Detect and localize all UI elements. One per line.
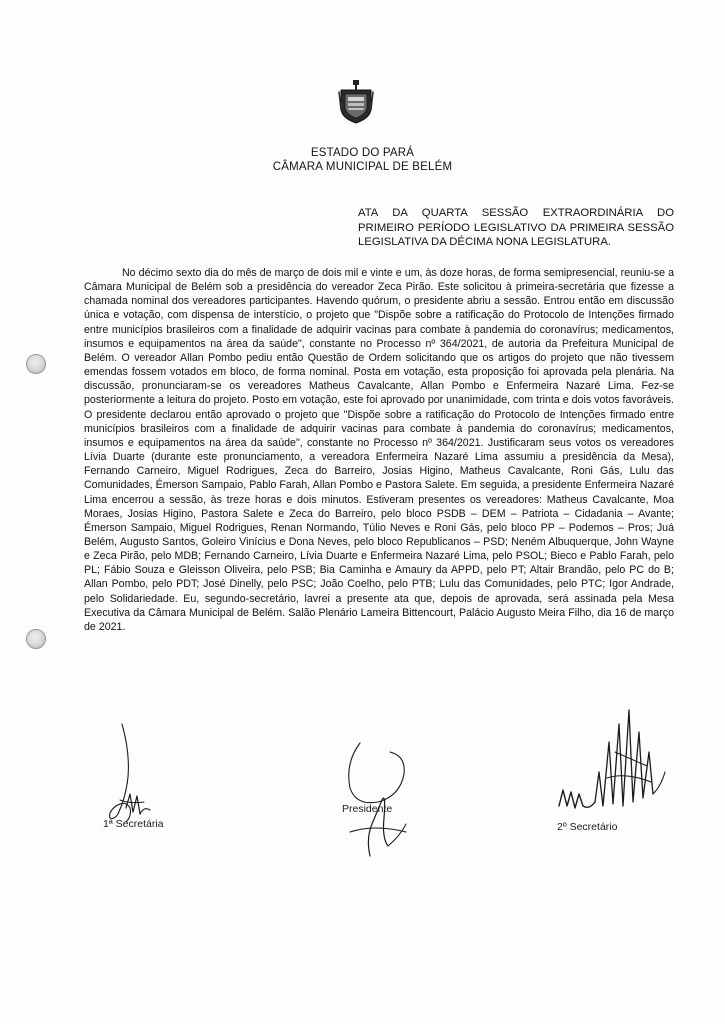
binder-hole-bottom <box>26 629 46 649</box>
first-secretary-signature <box>100 722 170 832</box>
first-secretary-label: 1ª Secretária <box>103 818 164 830</box>
second-secretary-signature <box>555 702 675 822</box>
binder-hole-top <box>26 354 46 374</box>
minutes-body: No décimo sexto dia do mês de março de dois mil e vinte e um, às doze horas, de forma semipresencial, reuniu-se a Câmara Municipal de Belém sob a presidência do vereador Zeca Pirão. Este solicitou à primeira-secretária que fizesse a chamada nominal dos vereadores participantes. Havendo quórum, o presidente abriu a sessão. Entrou então em discussão única e votação, com dispensa de interstício, o projeto que "Dispõe sobre a ratificação do Protocolo de Intenções firmado entre municípios brasileiros com a finalidade de adquirir vacinas para combate à pandemia do coronavírus; medicamentos, insumos e equipamentos na área da saúde", constante no Processo nº 364/2021, de autoria da Prefeitura Municipal de Belém. O vereador Allan Pombo pediu então Questão de Ordem solicitando que os artigos do projeto que não tivessem emendas fossem votados em bloco, de forma nominal. Posta em votação, esta proposição foi aprovada pela plenária. Na discussão, pronunciaram-se os vereadores Matheus Cavalcante, Allan Pombo e Enfermeira Nazaré Lima. Fez-se posteriormente a leitura do projeto. Posto em votação, este foi aprovado por unanimidade, com trinta e dois votos favoráveis. O presidente declarou então aprovado o projeto que "Dispõe sobre a ratificação do Protocolo de Intenções firmado entre municípios brasileiros com a finalidade de adquirir vacinas para combate à pandemia do coronavírus; medicamentos, insumos e equipamentos na área da saúde", constante no Processo nº 364/2021. Justificaram seus votos os vereadores Lívia Duarte (durante este pronunciamento, a vereadora Enfermeira Nazaré Lima assumiu a presidência da Mesa), Fernando Carneiro, Miguel Rodrigues, Zeca do Barreiro, Josias Higino, Matheus Cavalcante, Roni Gás, Lulu das Comunidades, Émerson Sampaio, Pablo Farah, Allan Pombo e Pastora Salete. Em seguida, a presidente Enfermeira Nazaré Lima encerrou a sessão, às treze horas e dois minutos. Estiveram presentes os vereadores: Matheus Cavalcante, Moa Moraes, Josias Higino, Pastora Salete e Zeca do Barreiro, pelo bloco PSDB – DEM – Patriota – Cidadania – Avante; Émerson Sampaio, Miguel Rodrigues, Renan Normando, Túlio Neves e Roni Gás, pelo bloco PP – Podemos – Pros; Juá Belém, Augusto Santos, Goleiro Vinícius e Dona Neves, pelo bloco Republicanos – PSD; Neném Albuquerque, John Wayne e Zeca Pirão, pelo MDB; Fernando Carneiro, Lívia Duarte e Enfermeira Nazaré Lima, pelo PSOL; Bieco e Pablo Farah, pelo PL; Fábio Souza e Gleisson Oliveira, pelo PSB; Bia Caminha e Amaury da APPD, pelo PT; Altair Brandão, pelo PC do B; Allan Pombo, pelo PDT; José Dinelly, pelo PSC; João Coelho, pelo PTB; Lulu das Comunidades, pelo PTC; Igor Andrade, pelo Solidariedade. Eu, segundo-secretário, lavrei a presente ata que, depois de aprovada, será assinada pela Mesa Executiva da Câmara Municipal de Belém. Salão Plenário Lameira Bittencourt, Palácio Augusto Meira Filho, dia 16 de março de 2021. <box>84 267 674 633</box>
header-chamber: CÂMARA MUNICIPAL DE BELÉM <box>272 161 453 173</box>
president-signature <box>330 728 440 858</box>
second-secretary-label: 2º Secretário <box>557 821 618 833</box>
header-state: ESTADO DO PARÁ <box>310 147 415 159</box>
coat-of-arms-icon <box>338 80 374 124</box>
president-label: Presidente <box>342 803 393 815</box>
minutes-title: ATA DA QUARTA SESSÃO EXTRAORDINÁRIA DO PRIMEIRO PERÍODO LEGISLATIVO DA PRIMEIRA SESSÃO LEGISLATIVA DA DÉCIMA NONA LEGISLATURA. <box>358 207 674 248</box>
